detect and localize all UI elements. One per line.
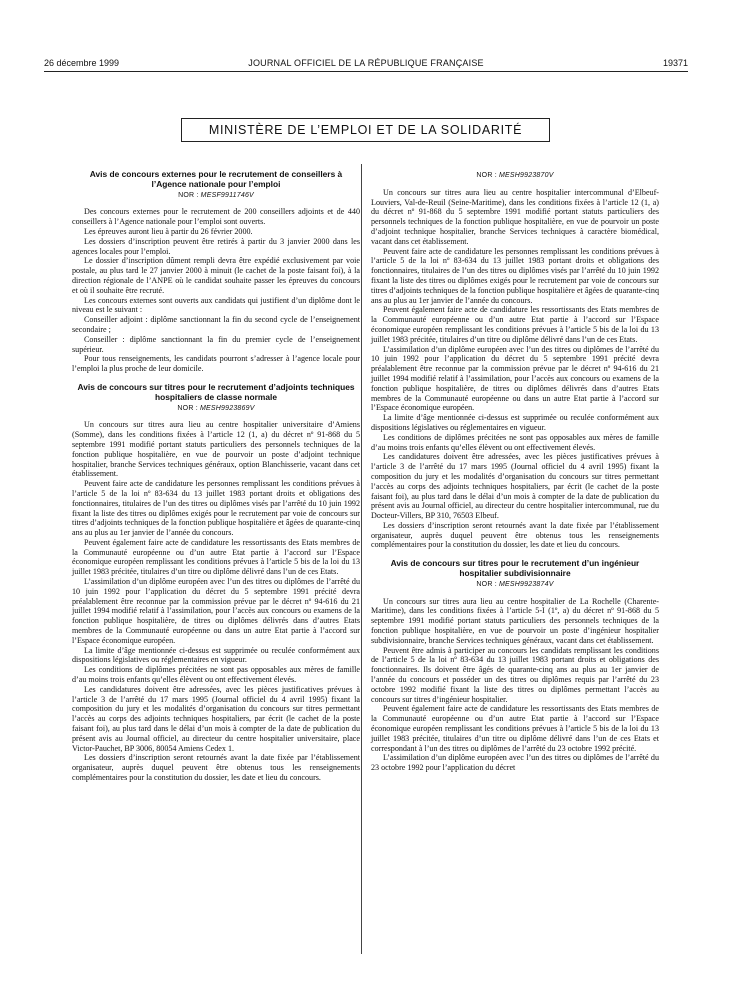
column-divider xyxy=(361,164,362,954)
paragraph: L’assimilation d’un diplôme européen avec l’un des titres ou diplômes de l’arrêté du 23 octobre 1992 pour l’application du décret xyxy=(371,753,659,773)
paragraph: Les concours externes sont ouverts aux candidats qui justifient d’un diplôme dont le niveau est le suivant : xyxy=(72,295,360,315)
paragraph: Peuvent également faire acte de candidature les ressortissants des Etats membres de la Communauté européenne ou d’un autre Etat partie à l’accord sur l’Espace économique européen remplissant les conditions prévues à l’article 5 bis de la loi du 13 juillet 1983 précitée, titulaires d’un titre ou diplôme délivré dans l’un de ces Etats et correspondant à l’un des titres ou diplômes de l’arrêté du 23 octobre 1992 précité. xyxy=(371,704,659,753)
paragraph: Les dossiers d’inscription seront retournés avant la date fixée par l’établissement organisateur, auprès duquel peuvent être obtenus tous les renseignements complémentaires pour la constitution du dossier, les date et lieu du concours. xyxy=(371,520,659,550)
notice-nor: NOR : MESH9923874V xyxy=(476,580,554,588)
paragraph: Les candidatures doivent être adressées, avec les pièces justificatives prévues à l’article 3 de l’arrêté du 17 mars 1995 (Journal officiel du 4 avril 1995) fixant la composition du jury et les modalités d’organisation du concours sur titres permettant l’accès au corps des adjoints techniques hospitaliers, par écrit (le cachet de la poste faisant foi), au plus tard dans le délai d’un mois à compter de la date de publication du présent avis au Journal officiel, au directeur du centre hospitalier intercommunal, rue du Docteur-Villers, BP 310, 76503 Elbeuf. xyxy=(371,452,659,521)
paragraph: Peuvent également faire acte de candidature les ressortissants des Etats membres de la Communauté européenne ou d’un autre Etat partie à l’accord sur l’Espace économique européen remplissant les conditions prévues à l’article 5 bis de la loi du 13 juillet 1983 précitée, titulaires d’un titre ou diplôme délivré dans l’un de ces Etats. xyxy=(72,537,360,577)
ministry-title-box: MINISTÈRE DE L’EMPLOI ET DE LA SOLIDARITÉ xyxy=(181,118,550,142)
paragraph: Un concours sur titres aura lieu au centre hospitalier universitaire d’Amiens (Somme), dans les conditions fixées à l’article 12 (1, a) du décret nº 91-868 du 5 septembre 1991 modifié portant statuts particuliers des personnels techniques de la fonction publique hospitalière, en vue de pourvoir un poste d’adjoint technique hospitalier, branche Services techniques généraux, option Blanchisserie, vacant dans cet établissement. xyxy=(72,420,360,479)
notice-adjoint-technique-elbeuf xyxy=(371,171,659,550)
paragraph: Les épreuves auront lieu à partir du 26 février 2000. xyxy=(84,226,253,236)
paragraph: Les conditions de diplômes précitées ne sont pas opposables aux mères de famille d’au moins trois enfants qu’elles élèvent ou ont effectivement élevés. xyxy=(371,432,659,452)
paragraph: Peuvent faire acte de candidature les personnes remplissant les conditions prévues à l’article 5 de la loi nº 83-634 du 13 juillet 1983 portant droits et obligations des fonctionnaires, titulaires de l’un des titres ou diplômes visés par l’arrêté du 10 juin 1992 fixant la liste des titres ou diplômes exigés pour le recrutement par voie de concours sur titres d’adjoints techniques de la fonction publique hospitalière et âgées de quarante-cinq ans au plus au 1er janvier de l’année du concours. xyxy=(371,246,659,305)
page-header xyxy=(44,56,688,72)
paragraph: L’assimilation d’un diplôme européen avec l’un des titres ou diplômes de l’arrêté du 10 juin 1992 pour l’application du décret du 5 septembre 1991 précité devra préalablement être reconnue par la commission prévue par le décret nº 94-616 du 21 juillet 1994 modifié relatif à l’assimilation, pour l’accès aux concours ou examens de la fonction publique hospitalière, de titres ou diplômes délivrés dans d’autres Etats membres de la Communauté européenne ou dans un autre Etat partie à l’accord sur l’Espace économique européen. xyxy=(371,344,659,413)
notice-ingenieur-la-rochelle xyxy=(371,559,659,773)
paragraph: La limite d’âge mentionnée ci-dessus est supprimée ou reculée conformément aux dispositions législatives ou réglementaires en vigueur. xyxy=(371,413,659,432)
paragraph: Les dossiers d’inscription peuvent être retirés à partir du 3 janvier 2000 dans les agences locales pour l’emploi. xyxy=(72,236,360,256)
notice-adjoints-techniques-amiens xyxy=(72,383,360,783)
notice-nor: NOR : MESH9923869V xyxy=(177,404,255,412)
header-page-number: 19371 xyxy=(662,58,688,68)
notice-nor: NOR : MESH9923870V xyxy=(476,172,554,179)
paragraph: Un concours sur titres aura lieu au centre hospitalier intercommunal d’Elbeuf-Louviers, Val-de-Reuil (Seine-Maritime), dans les conditions fixées à l’article 12 (1, a) du décret nº 91-868 du 5 septembre 1991 modifié portant statuts particuliers des personnels techniques de la fonction publique hospitalière, en vue de pourvoir un poste d’adjoint technique hospitalier, branche Services techniques à caractère biomédical, vacant dans cet établissement. xyxy=(371,187,659,246)
header-date: 26 décembre 1999 xyxy=(44,58,120,68)
paragraph: Le dossier d’inscription dûment rempli devra être expédié exclusivement par voie postale, au plus tard le 27 janvier 2000 à minuit (le cachet de la poste faisant foi), à la direction régionale de l’ANPE où le candidat souhaite passer les épreuves du concours et où il souhaite être recruté. xyxy=(72,256,360,295)
notice-conseillers-anpe xyxy=(72,170,360,374)
left-column xyxy=(72,170,360,783)
paragraph: Peuvent également faire acte de candidature les ressortissants des Etats membres de la Communauté européenne ou d’un autre Etat partie à l’accord sur l’Espace économique européen remplissant les conditions prévues à l’article 5 bis de la loi du 13 juillet 1983 précitée, titulaires d’un titre ou diplôme délivré dans l’un de ces Etats. xyxy=(371,305,659,344)
notice-title: Avis de concours sur titres pour le recrutement d’un ingénieur hospitalier subdivisionnaire xyxy=(390,558,640,579)
paragraph: Les dossiers d’inscription seront retournés avant la date fixée par l’établissement organisateur, auprès duquel peuvent être obtenus tous les renseignements complémentaires pour la constitution du dossier, les date et lieu du concours. xyxy=(72,753,360,783)
paragraph: Peuvent faire acte de candidature les personnes remplissant les conditions prévues à l’article 5 de la loi nº 83-634 du 13 juillet 1983 portant droits et obligations des fonctionnaires, titulaires de l’un des titres ou diplômes visés par l’arrêté du 10 juin 1992 fixant la liste des titres ou diplômes exigés pour le recrutement par voie de concours sur titres d’adjoints techniques de la fonction publique hospitalière et âgées de quarante-cinq ans au plus au 1er janvier de l’année du concours. xyxy=(72,479,360,538)
paragraph: Les conditions de diplômes précitées ne sont pas opposables aux mères de famille d’au moins trois enfants qu’elles élèvent ou ont effectivement élevés. xyxy=(72,665,360,685)
header-rule xyxy=(44,71,688,72)
paragraph: Pour tous renseignements, les candidats pourront s’adresser à l’agence locale pour l’emploi la plus proche de leur domicile. xyxy=(72,354,360,374)
paragraph: Conseiller : diplôme sanctionnant la fin du premier cycle de l’enseignement supérieur. xyxy=(72,334,360,354)
right-column xyxy=(371,170,659,773)
paragraph: La limite d’âge mentionnée ci-dessus est supprimée ou reculée conformément aux dispositions législatives ou réglementaires en vigueur. xyxy=(72,645,360,665)
paragraph: Peuvent être admis à participer au concours les candidats remplissant les conditions de l’article 5 de la loi nº 83-634 du 13 juillet 1983 portant droits et obligations des fonctionnaires. Ils doivent être âgés de quarante-cinq ans au plus au 1er janvier de l’année du concours et posséder un des titres ou diplômes requis par l’arrêté du 23 octobre 1992 modifié fixant la liste des titres ou diplômes permettant l’accès au concours sur titres d’ingénieur hospitalier. xyxy=(371,645,659,704)
paragraph: Conseiller adjoint : diplôme sanctionnant la fin du second cycle de l’enseignement secondaire ; xyxy=(72,315,360,334)
paragraph: Des concours externes pour le recrutement de 200 conseillers adjoints et de 440 conseillers à l’Agence nationale pour l’emploi sont ouverts. xyxy=(72,207,360,227)
notice-title: Avis de concours sur titres pour le recrutement d’adjoints techniques hospitaliers de classe normale xyxy=(77,381,355,402)
paragraph: L’assimilation d’un diplôme européen avec l’un des titres ou diplômes de l’arrêté du 10 juin 1992 pour l’application du décret du 5 septembre 1991 précité devra préalablement être reconnue par la commission prévue par le décret nº 94-616 du 21 juillet 1994 modifié relatif à l’assimilation, pour l’accès aux concours ou examens de la fonction publique hospitalière, de titres ou diplômes délivrés dans d’autres Etats membres de la Communauté européenne ou dans un autre Etat partie à l’accord sur l’Espace économique européen. xyxy=(72,577,360,645)
notice-nor: NOR : MESF9911746V xyxy=(178,191,254,199)
paragraph: Les candidatures doivent être adressées, avec les pièces justificatives prévues à l’article 3 de l’arrêté du 17 mars 1995 (Journal officiel du 4 avril 1995) fixant la composition du jury et les modalités d’organisation du concours sur titres permettant l’accès au corps des adjoints techniques hospitaliers, par écrit (le cachet de la poste faisant foi), au plus tard dans le délai d’un mois à compter de la date de publication du présent avis au Journal officiel, au directeur du centre hospitalier universitaire, place Victor-Pauchet, BP 3006, 80054 Amiens Cedex 1. xyxy=(72,684,360,753)
notice-title: Avis de concours externes pour le recrutement de conseillers à l’Agence nationale pour l’emploi xyxy=(89,169,343,189)
paragraph: Un concours sur titres aura lieu au centre hospitalier de La Rochelle (Charente-Maritime), dans les conditions fixées à l’article 5-I (1º, a) du décret nº 91-868 du 5 septembre 1991 modifié portant statuts particuliers des personnels techniques de la fonction publique hospitalière, en vue de pourvoir un poste d’ingénieur hospitalier subdivisionnaire, branche Services techniques généraux, vacant dans cet établissement. xyxy=(371,596,659,645)
header-journal-title: JOURNAL OFFICIEL DE LA RÉPUBLIQUE FRANÇAISE xyxy=(248,58,484,68)
